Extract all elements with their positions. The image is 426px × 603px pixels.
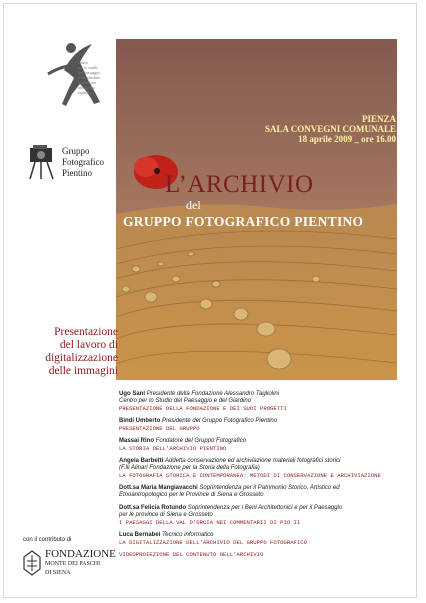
mps-emblem-icon xyxy=(22,549,42,577)
speaker-role: Addetta conservazione ed archiviazione materiali fotografici storici xyxy=(165,458,341,464)
dancer-text-2: del paesaggio xyxy=(78,70,100,75)
dancer-text-1: per lo studio xyxy=(78,65,98,70)
program-entry xyxy=(119,391,409,412)
closing-topic: VIDEOPROIEZIONE DEL CONTENUTO DELL’ARCHIVIO xyxy=(119,551,264,558)
sponsor-sub-2: DI SIENA xyxy=(45,570,71,576)
presentation-line-4: delle immagini xyxy=(48,365,118,377)
presentation-text xyxy=(12,326,118,378)
sponsor-intro: con il contributo di xyxy=(23,537,72,543)
speaker-name: Massai Rino xyxy=(119,438,155,444)
gfp-line-2: Fotografico xyxy=(62,157,104,167)
event-datetime: 18 aprile 2009 _ ore 16.00 xyxy=(298,134,396,144)
gfp-line-1: Gruppo xyxy=(62,146,90,156)
speaker-role: Presidente della Fondazione Alessandro Tagliolini xyxy=(146,391,279,397)
speaker-name: Dott.sa Felicia Rotundo xyxy=(119,505,187,511)
presentation-line-3: digitalizzazione xyxy=(45,352,118,364)
event-place: PIENZA xyxy=(361,114,396,124)
title-line-3: GRUPPO FOTOGRAFICO PIENTINO xyxy=(123,214,364,229)
event-venue: SALA CONVEGNI COMUNALE xyxy=(264,124,396,134)
dancer-text-0: centro xyxy=(78,60,88,65)
program-list xyxy=(119,391,409,564)
speaker-name: Dott.sa Maria Mangiavacchi xyxy=(119,485,198,491)
presentation-line-2: del lavoro di xyxy=(59,339,118,351)
speaker-name: Luca Bernabei xyxy=(119,532,161,538)
dancer-text-6: tagliolini xyxy=(78,90,93,95)
presentation-line-1: Presentazione xyxy=(54,326,118,338)
dancer-text-3: e del giardino xyxy=(78,75,100,80)
talk-topic: LA FOTOGRAFIA STORICA E CONTEMPORANEA: METODI DI CONSERVAZIONE E ARCHIVIAZIONE xyxy=(119,472,381,479)
program-entry xyxy=(119,418,409,432)
talk-topic: LA STORIA DELL’ARCHIVIO PIENTINO xyxy=(119,445,227,452)
dancer-logo-text xyxy=(78,60,118,95)
sponsor-name: FONDAZIONE xyxy=(45,548,116,560)
gfp-logo-text xyxy=(62,146,104,179)
talk-topic: PRESENTAZIONE DEL GRUPPO xyxy=(119,425,200,432)
program-entry xyxy=(119,505,409,526)
sponsor-sub-1: MONTE DEI PASCHI xyxy=(45,561,101,567)
speaker-role: Tecnico informatico xyxy=(162,532,214,538)
speaker-role: Soprintendenza per i Beni Architettonici e per il Paesaggio xyxy=(187,505,343,511)
speaker-role-2: (F.lli Alinari Fondazione per la Storia della Fotografia) xyxy=(119,465,260,471)
camera-logo-icon xyxy=(27,144,57,180)
speaker-name: Ugo Sani xyxy=(119,391,146,397)
dancer-text-5: alessandro xyxy=(78,85,95,90)
program-entry xyxy=(119,458,409,479)
field-photo xyxy=(116,39,397,380)
title-line-2: del xyxy=(186,198,201,212)
speaker-role: Presidente del Gruppo Fotografico Pientino xyxy=(162,418,278,424)
gfp-line-3: Pientino xyxy=(62,168,93,178)
talk-topic: PRESENTAZIONE DELLA FONDAZIONE E DEI SUOI PROGETTI xyxy=(119,405,287,412)
program-entry xyxy=(119,438,409,452)
speaker-name: Bindi Umberto xyxy=(119,418,161,424)
dancer-text-4: fondazione xyxy=(78,80,96,85)
speaker-name: Angela Barbetti xyxy=(119,458,164,464)
talk-topic: LA DIGITALIZZAZIONE DELL’ARCHIVIO DEL GRUPPO FOTOGRAFICO xyxy=(119,539,307,546)
program-entry xyxy=(119,532,409,558)
speaker-role-2: Etnoantropologico per le Province di Siena e Grosseto xyxy=(119,492,264,498)
speaker-role: Fondatore del Gruppo Fotografico xyxy=(155,438,247,444)
speaker-role: Soprintendenza per il Patrimonio Storico, Artistico ed xyxy=(199,485,340,491)
event-info xyxy=(265,114,396,144)
talk-topic: I PAESAGGI DELLA VAL D’ORCIA NEI COMMENTARII DI PIO II xyxy=(119,519,301,526)
title-line-1: L’ARCHIVIO xyxy=(165,171,314,198)
speaker-role-2: per le province di Siena e Grosseto xyxy=(119,512,213,518)
program-entry xyxy=(119,485,409,499)
speaker-role-2: Centro per lo Studio del Paesaggio e del Giardino xyxy=(119,398,252,404)
